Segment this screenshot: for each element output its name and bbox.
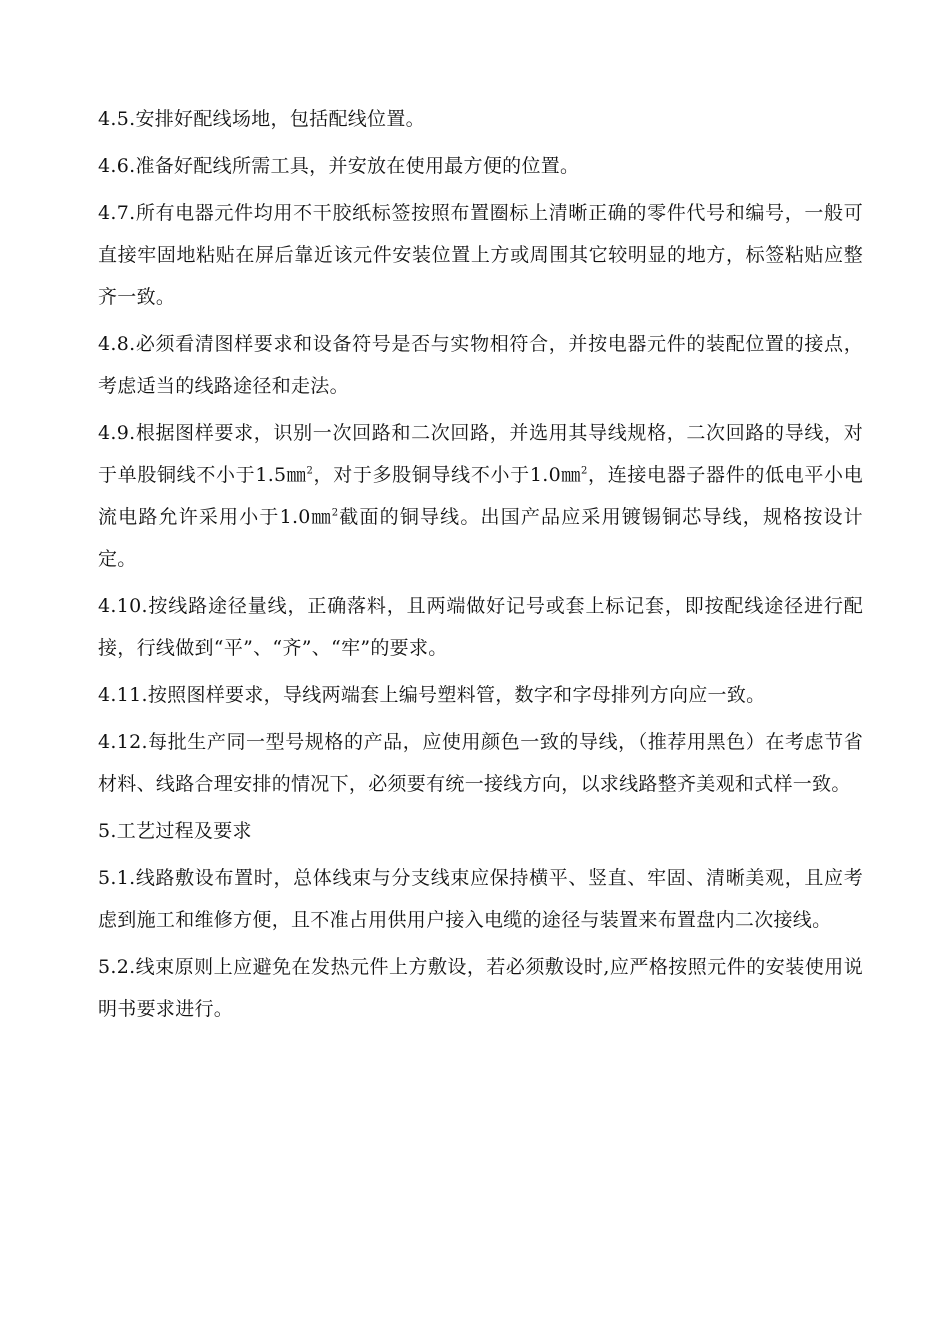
square-superscript: 2	[306, 465, 314, 477]
paragraph-4-9-part-2: ，对于多股铜导线不小于1.0㎜	[313, 464, 581, 486]
paragraph-5-1: 5.1.线路敷设布置时，总体线束与分支线束应保持横平、竖直、牢固、清晰美观，且应考虑到施工和维修方便，且不准占用供用户接入电缆的途径与装置来布置盘内二次接线。	[98, 867, 863, 931]
paragraph-4-5: 4.5.安排好配线场地，包括配线位置。	[98, 108, 425, 130]
document-page	[98, 98, 863, 1035]
paragraph-4-9-part-4: 截面的铜导线。出国产品应采用镀锡铜芯导线，规格按设计定。	[98, 506, 863, 570]
paragraph-4-6: 4.6.准备好配线所需工具，并安放在使用最方便的位置。	[98, 155, 580, 177]
paragraph-4-11: 4.11.按照图样要求，导线两端套上编号塑料管，数字和字母排列方向应一致。	[98, 684, 766, 706]
paragraph-4-9-part-3: ，连接电器子器件的低电平小电流电路允许采用小于1.0㎜	[98, 464, 863, 528]
section-heading-5: 5.工艺过程及要求	[98, 820, 252, 842]
paragraph-4-8: 4.8.必须看清图样要求和设备符号是否与实物相符合，并按电器元件的装配位置的接点，考虑适当的线路途径和走法。	[98, 333, 863, 397]
paragraph-4-12: 4.12.每批生产同一型号规格的产品，应使用颜色一致的导线，（推荐用黑色）在考虑节省材料、线路合理安排的情况下，必须要有统一接线方向，以求线路整齐美观和式样一致。	[98, 731, 863, 795]
paragraph-4-7: 4.7.所有电器元件均用不干胶纸标签按照布置圈标上清晰正确的零件代号和编号，一般可直接牢固地粘贴在屏后靠近该元件安装位置上方或周围其它较明显的地方，标签粘贴应整齐一致。	[98, 202, 863, 308]
square-superscript: 2	[581, 465, 588, 477]
paragraph-4-9-part-1: 4.9.根据图样要求，识别一次回路和二次回路，并选用其导线规格，二次回路的导线，对于单股铜线不小于1.5㎜	[98, 422, 863, 486]
paragraph-4-9	[98, 412, 863, 580]
paragraph-5-2: 5.2.线束原则上应避免在发热元件上方敷设，若必须敷设时,应严格按照元件的安装使用说明书要求进行。	[98, 956, 863, 1020]
paragraph-4-10: 4.10.按线路途径量线，正确落料，且两端做好记号或套上标记套，即按配线途径进行配接，行线做到“平”、“齐”、“牢”的要求。	[98, 595, 863, 659]
square-superscript: 2	[331, 507, 339, 519]
